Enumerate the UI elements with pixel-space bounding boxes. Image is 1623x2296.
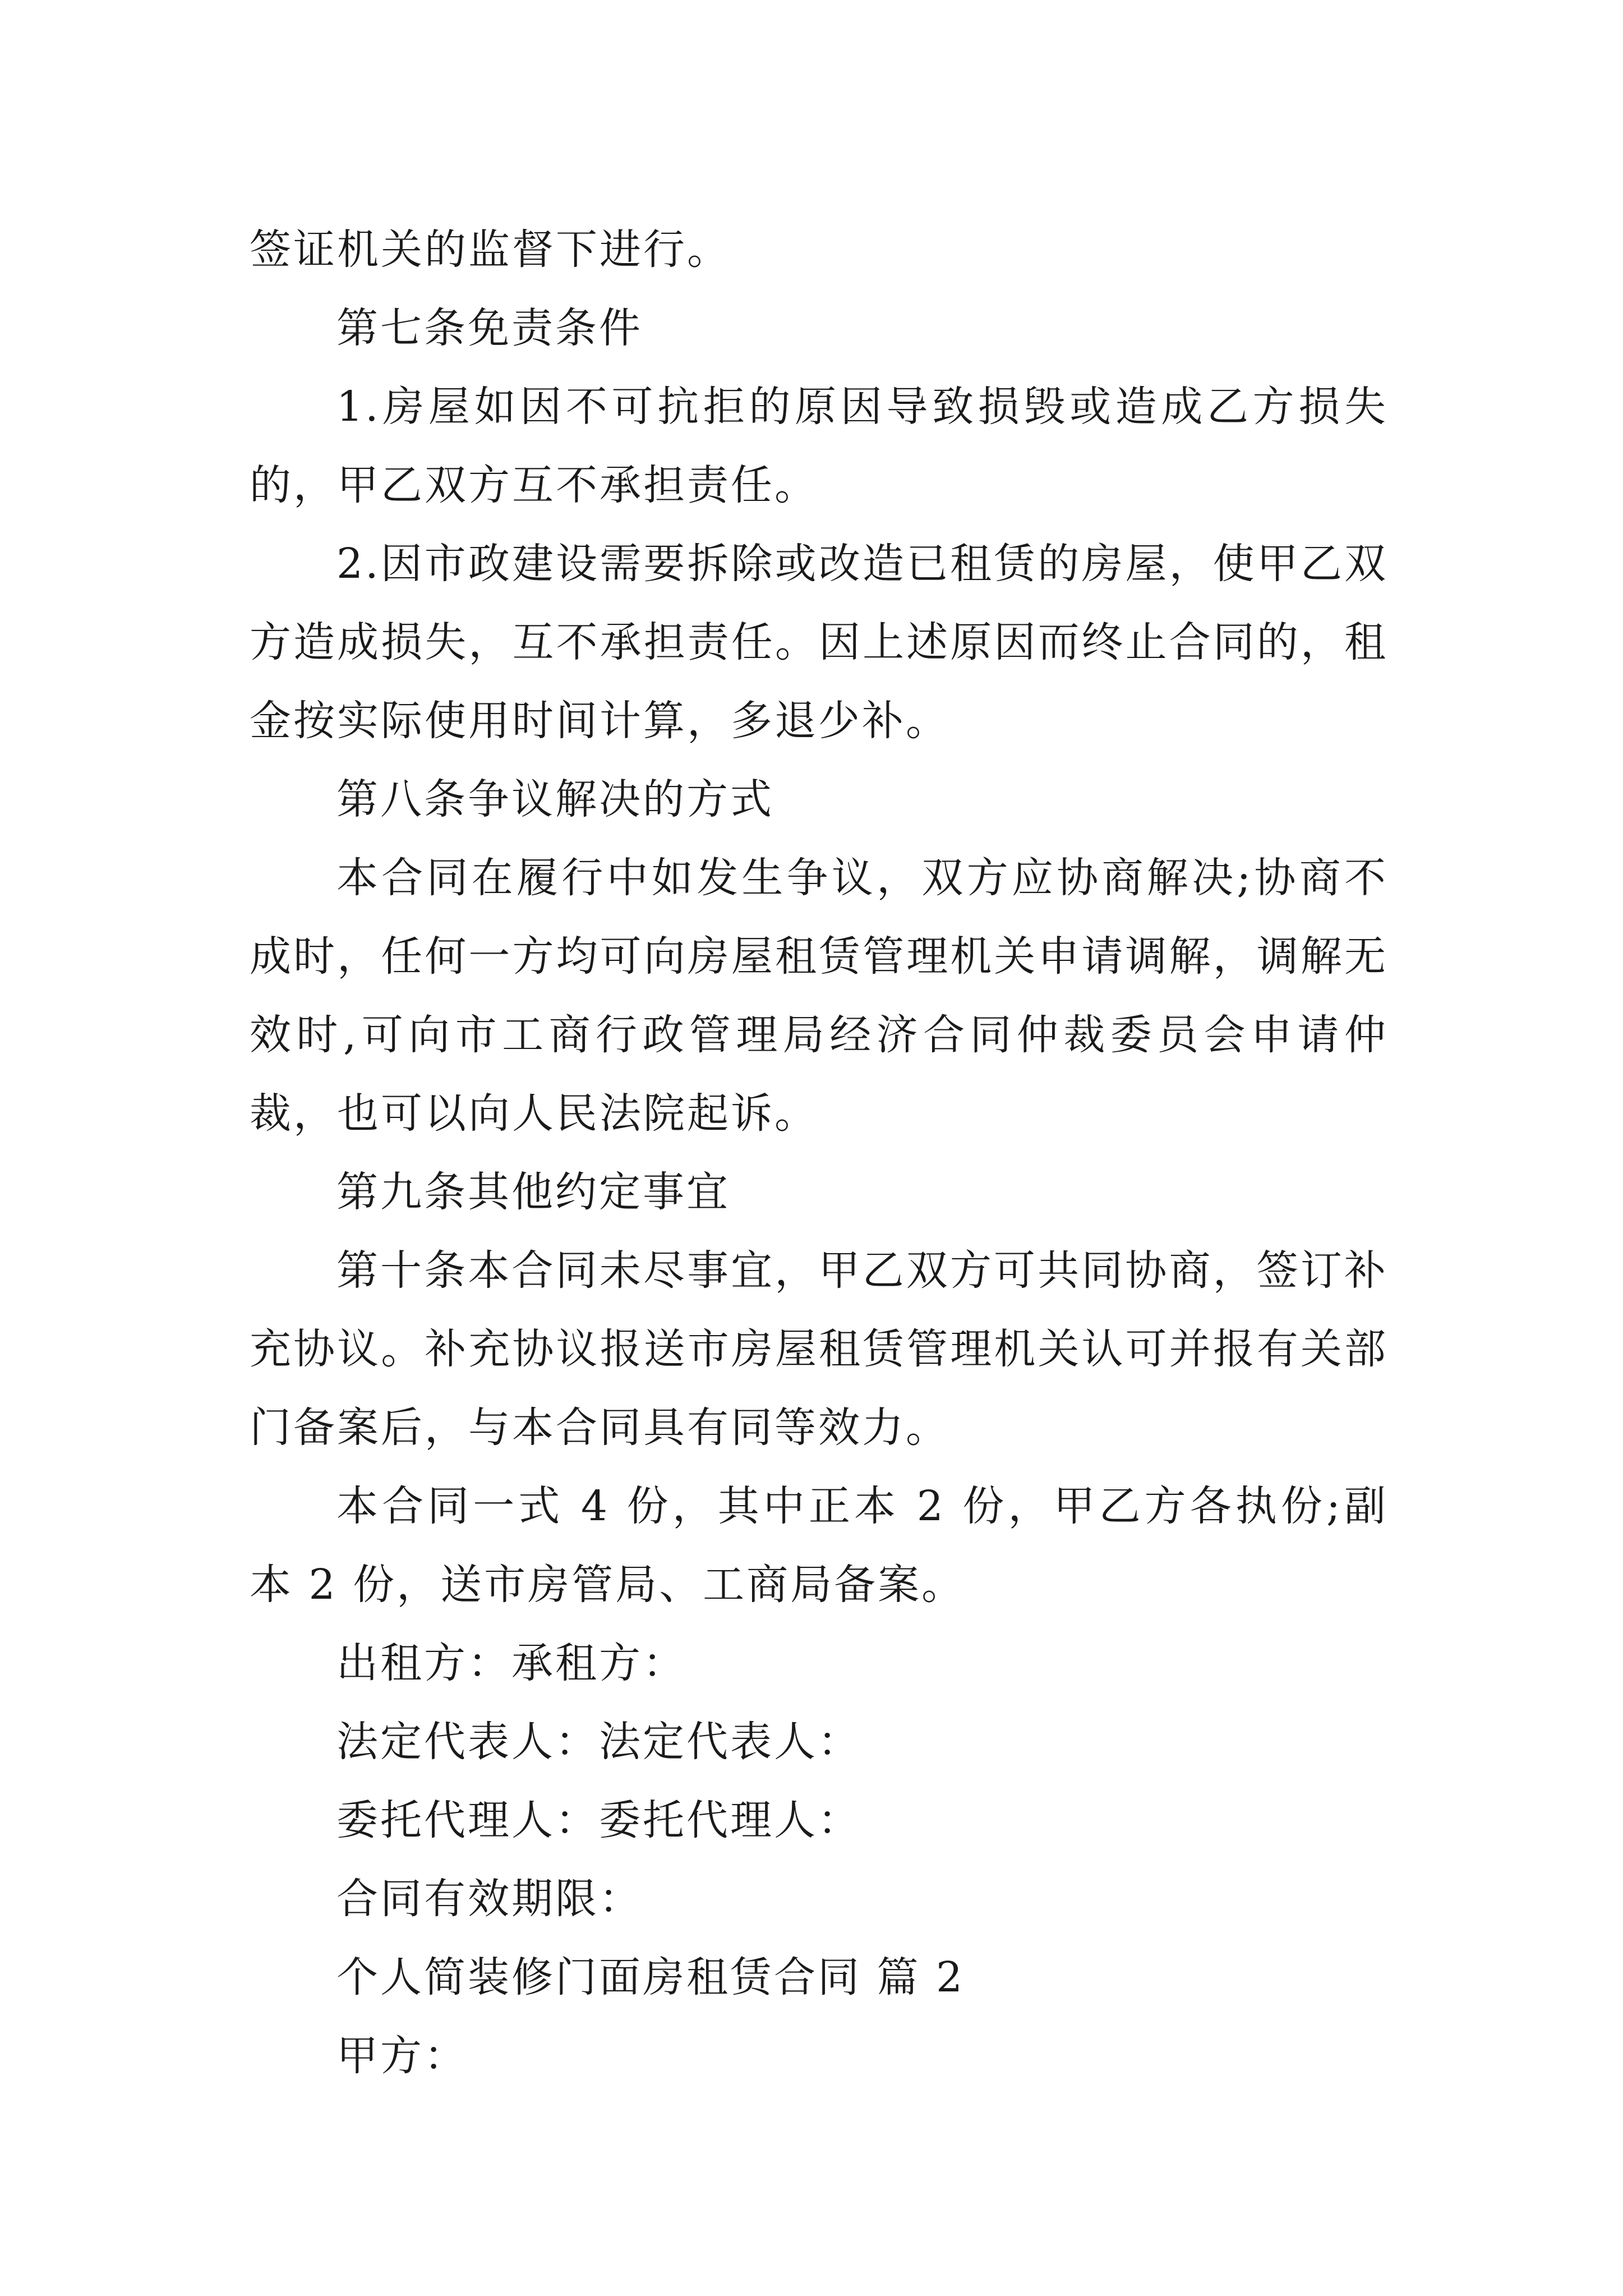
paragraph: 1.房屋如因不可抗拒的原因导致损毁或造成乙方损失的，甲乙双方互不承担责任。 bbox=[250, 383, 1388, 509]
section-heading-9: 第九条其他约定事宜 bbox=[336, 1168, 730, 1216]
paragraph: 第十条本合同未尽事宜，甲乙双方可共同协商，签订补充协议。补充协议报送市房屋租赁管理机关认可并报有关部门备案后，与本合同具有同等效力。 bbox=[250, 1246, 1388, 1452]
paragraph: 2.因市政建设需要拆除或改造已租赁的房屋，使甲乙双方造成损失，互不承担责任。因上述原因而终止合同的，租金按实际使用时间计算，多退少补。 bbox=[250, 540, 1388, 745]
contract-term-line: 合同有效期限： bbox=[336, 1875, 643, 1923]
paragraph: 签证机关的监督下进行。 bbox=[250, 226, 731, 274]
party-a-line: 甲方： bbox=[336, 2032, 468, 2080]
signature-line-agent: 委托代理人：委托代理人： bbox=[336, 1796, 861, 1844]
paragraph: 本合同在履行中如发生争议，双方应协商解决;协商不成时，任何一方均可向房屋租赁管理机关申请调解，调解无效时,可向市工商行政管理局经济合同仲裁委员会申请仲裁，也可以向人民法院起诉。 bbox=[250, 854, 1388, 1138]
signature-line-legal-rep: 法定代表人：法定代表人： bbox=[336, 1718, 861, 1766]
signature-line-parties: 出租方：承租方： bbox=[336, 1639, 686, 1687]
section-heading-8: 第八条争议解决的方式 bbox=[336, 775, 774, 823]
document-body bbox=[250, 210, 1388, 2095]
paragraph: 本合同一式 4 份，其中正本 2 份，甲乙方各执份;副本 2 份，送市房管局、工商局备案。 bbox=[250, 1482, 1388, 1609]
section-heading-7: 第七条免责条件 bbox=[336, 304, 643, 352]
document-subtitle: 个人简装修门面房租赁合同 篇 2 bbox=[336, 1953, 965, 2001]
